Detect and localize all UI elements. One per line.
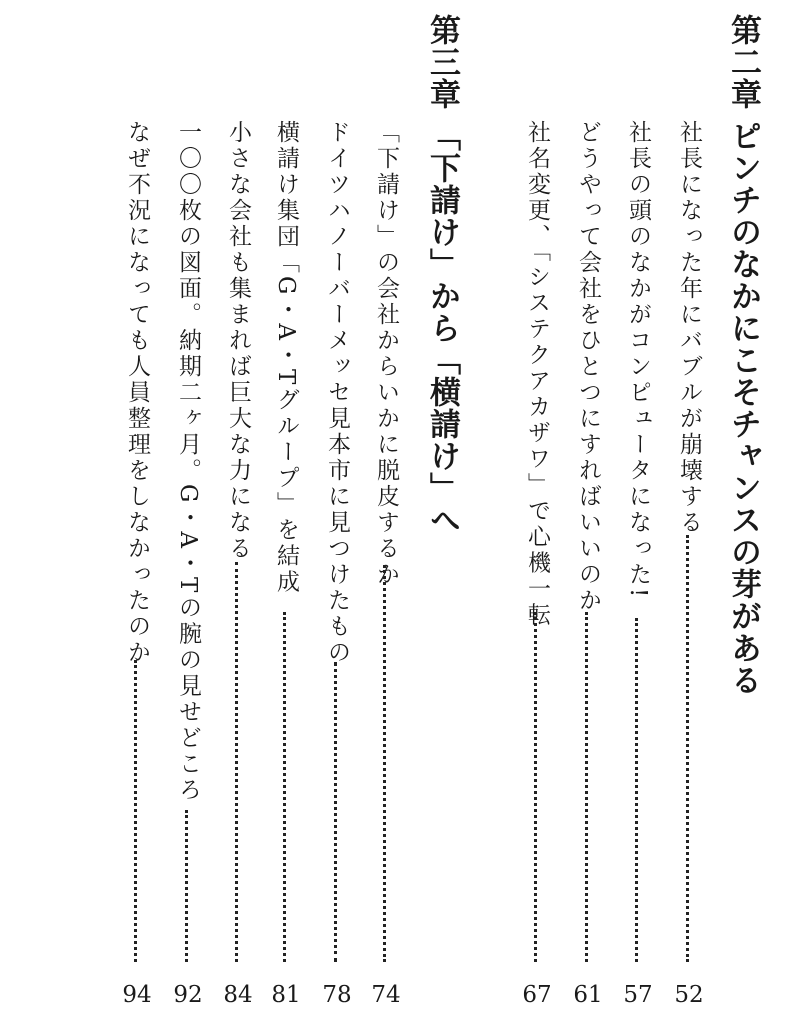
toc-page-number: 78 — [322, 982, 352, 1008]
toc-page-number: 52 — [674, 982, 704, 1008]
toc-page-number: 92 — [173, 982, 203, 1008]
toc-entry-title: 一〇〇枚の図面。納期二ヶ月。G・A・Tの腕の見せどころ — [175, 120, 201, 804]
toc-entry-title: ドイツハノーバーメッセ見本市に見つけたもの — [324, 120, 350, 666]
chapter-3-number: 第三章 — [424, 14, 460, 110]
toc-entry-title: 「下請け」の会社からいかに脱皮するか — [373, 120, 399, 588]
dotted-leader — [185, 810, 191, 962]
toc-entry-title: 横請け集団「G・A・Tグループ」を結成 — [273, 120, 299, 596]
dotted-leader — [383, 565, 389, 962]
toc-page-number: 94 — [122, 982, 152, 1008]
toc-page-number: 74 — [371, 982, 401, 1008]
toc-page-number: 61 — [573, 982, 603, 1008]
dotted-leader — [635, 618, 641, 962]
dotted-leader — [334, 662, 340, 962]
dotted-leader — [283, 612, 289, 962]
chapter-2-number: 第二章 — [725, 14, 761, 110]
chapter-2-title: ピンチのなかにこそチャンスの芽がある — [725, 120, 761, 696]
toc-entry-title: 社名変更、「システクアカザワ」で心機一転 — [524, 120, 550, 629]
dotted-leader — [134, 660, 140, 962]
dotted-leader — [686, 535, 692, 962]
toc-entry-title: 小さな会社も集まれば巨大な力になる — [225, 120, 251, 562]
toc-page-number: 81 — [271, 982, 301, 1008]
toc-page-number: 57 — [623, 982, 653, 1008]
dotted-leader — [235, 562, 241, 962]
toc-page-number: 84 — [223, 982, 253, 1008]
toc-page-number: 67 — [522, 982, 552, 1008]
toc-entry-title: なぜ不況になっても人員整理をしなかったのか — [124, 120, 150, 666]
dotted-leader — [585, 612, 591, 962]
toc-entry-title: 社長の頭のなかがコンピュータになった! — [625, 120, 651, 601]
toc-entry-title: どうやって会社をひとつにすればいいのか — [575, 120, 601, 614]
toc-entry-title: 社長になった年にバブルが崩壊する — [676, 120, 702, 536]
dotted-leader — [534, 612, 540, 962]
chapter-3-title: 「下請け」から「横請け」へ — [424, 120, 460, 536]
